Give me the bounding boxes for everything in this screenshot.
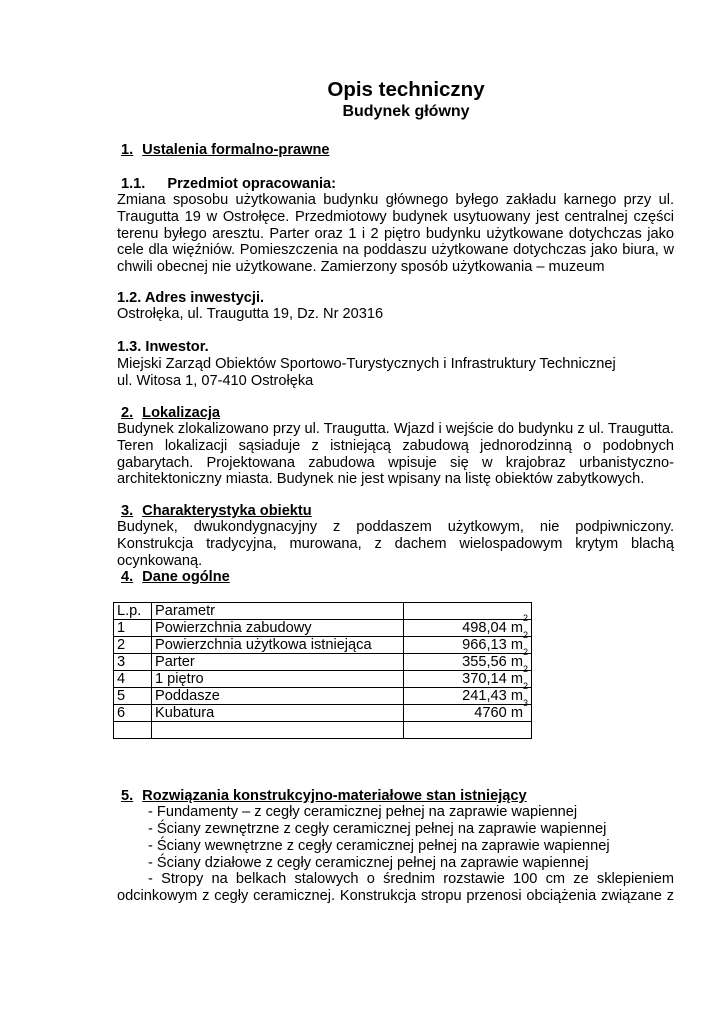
section-title: Charakterystyka obiektu [142, 503, 312, 519]
section-1-heading [121, 142, 678, 159]
subsection-title: Przedmiot opracowania: [167, 176, 337, 192]
document-title: Opis techniczny [327, 78, 485, 101]
section-number: 4. [121, 569, 134, 585]
section-4-heading [121, 569, 678, 586]
section-1-2-text: Ostrołęka, ul. Traugutta 19, Dz. Nr 20316 [117, 306, 384, 322]
section-1-3-heading: 1.3. Inwestor. [117, 339, 209, 355]
cell-value [404, 681, 532, 705]
list-item: - Fundamenty – z cegły ceramicznej pełnej na zaprawie wapiennej [148, 804, 578, 820]
section-number: 2. [121, 405, 134, 421]
section-3-text: Budynek, dwukondygnacyjny z poddaszem użytkowym, nie podpiwniczony. Konstrukcja tradycyjna, murowana, z dachem wielospadowym krytym blachą ocynkowaną. [117, 519, 674, 569]
cell-param: Powierzchnia zabudowy [152, 620, 404, 637]
cell-lp: 1 [114, 620, 152, 637]
cell-value [404, 630, 532, 654]
section-title: Lokalizacja [142, 405, 221, 421]
table-row [114, 637, 532, 654]
cell-empty [114, 722, 152, 739]
table-row [114, 688, 532, 705]
section-title: Ustalenia formalno-prawne [142, 142, 330, 158]
section-2-text: Budynek zlokalizowano przy ul. Traugutta. Wjazd i wejście do budynku z ul. Traugutta. Teren lokalizacji sąsiaduje z istniejącą zabudową jednorodzinną o podobnych gabarytach. Projektowana zabudowa wpisuje się w krajobraz urbanistyczno-architektoniczny miasta. Budynek nie jest wpisany na listę obiektów zabytkowych. [117, 421, 674, 488]
unit-exponent: 3 [522, 698, 528, 708]
list-item: - Ściany wewnętrzne z cegły ceramicznej pełnej na zaprawie wapiennej [148, 838, 610, 854]
table-row [114, 671, 532, 688]
cell-param: Poddasze [152, 688, 404, 705]
section-title: Rozwiązania konstrukcyjno-materiałowe stan istniejący [142, 788, 527, 804]
unit-exponent: 2 [522, 664, 528, 674]
cell-value [404, 698, 532, 722]
section-number: 1. [121, 142, 134, 158]
value-text: 370,14 m [462, 671, 523, 687]
cell-value [404, 647, 532, 671]
cell-lp: 4 [114, 671, 152, 688]
investor-name: Miejski Zarząd Obiektów Sportowo-Turystycznych i Infrastruktury Technicznej [117, 356, 616, 372]
value-text: 241,43 m [462, 688, 523, 704]
section-2-heading [121, 405, 678, 422]
parameters-table [113, 602, 532, 739]
unit-exponent: 2 [522, 613, 528, 623]
list-item: - Ściany zewnętrzne z cegły ceramicznej pełnej na zaprawie wapiennej [148, 821, 607, 837]
cell-value [404, 613, 532, 637]
table-row [114, 654, 532, 671]
table-row [114, 705, 532, 722]
cell-lp: 5 [114, 688, 152, 705]
section-5-last-text: - Stropy na belkach stalowych o średnim rozstawie 100 cm ze sklepieniem odcinkowym z cegły ceramicznej. Konstrukcja stropu przenosi obciążenia związane z [117, 871, 674, 904]
header-param: Parametr [152, 603, 404, 620]
section-3-heading [121, 503, 678, 520]
investor-address: ul. Witosa 1, 07-410 Ostrołęka [117, 373, 314, 389]
subsection-number: 1.1. [121, 176, 146, 192]
section-title: Dane ogólne [142, 569, 230, 585]
table-row [114, 620, 532, 637]
cell-lp: 3 [114, 654, 152, 671]
section-1-1-text: Zmiana sposobu użytkowania budynku głównego byłego zakładu karnego przy ul. Traugutta 19 w Ostrołęce. Przedmiotowy budynek usytuowany jest centralnej części terenu byłego aresztu. Parter oraz 1 i 2 piętro budynku użytkowane dotychczas jako cele dla więźniów. Pomieszczenia na poddaszu użytkowane dotychczas jako biura, w chwili obecnej nie użytkowane. Zamierzony sposób użytkowania – muzeum [117, 192, 674, 276]
unit-exponent: 2 [522, 681, 528, 691]
section-5-heading [121, 788, 678, 805]
list-item: - Ściany działowe z cegły ceramicznej pełnej na zaprawie wapiennej [148, 855, 589, 871]
section-1-1-heading [121, 176, 678, 193]
cell-param: Parter [152, 654, 404, 671]
value-text: 966,13 m [462, 637, 523, 653]
cell-param: Powierzchnia użytkowa istniejąca [152, 637, 404, 654]
cell-param: Kubatura [152, 705, 404, 722]
header-lp: L.p. [114, 603, 152, 620]
cell-empty [404, 722, 532, 739]
section-number: 5. [121, 788, 134, 804]
header-value [404, 603, 532, 620]
table-empty-row [114, 722, 532, 739]
cell-lp: 2 [114, 637, 152, 654]
cell-param: 1 piętro [152, 671, 404, 688]
value-text: 355,56 m [462, 654, 523, 670]
cell-empty [152, 722, 404, 739]
cell-value [404, 664, 532, 688]
section-number: 3. [121, 503, 134, 519]
unit-exponent: 2 [522, 630, 528, 640]
value-text: 4760 m [474, 705, 523, 721]
section-1-2-heading: 1.2. Adres inwestycji. [117, 290, 265, 306]
value-text: 498,04 m [462, 620, 523, 636]
cell-lp: 6 [114, 705, 152, 722]
document-subtitle: Budynek główny [342, 103, 470, 120]
unit-exponent: 2 [522, 647, 528, 657]
table-header-row [114, 603, 532, 620]
